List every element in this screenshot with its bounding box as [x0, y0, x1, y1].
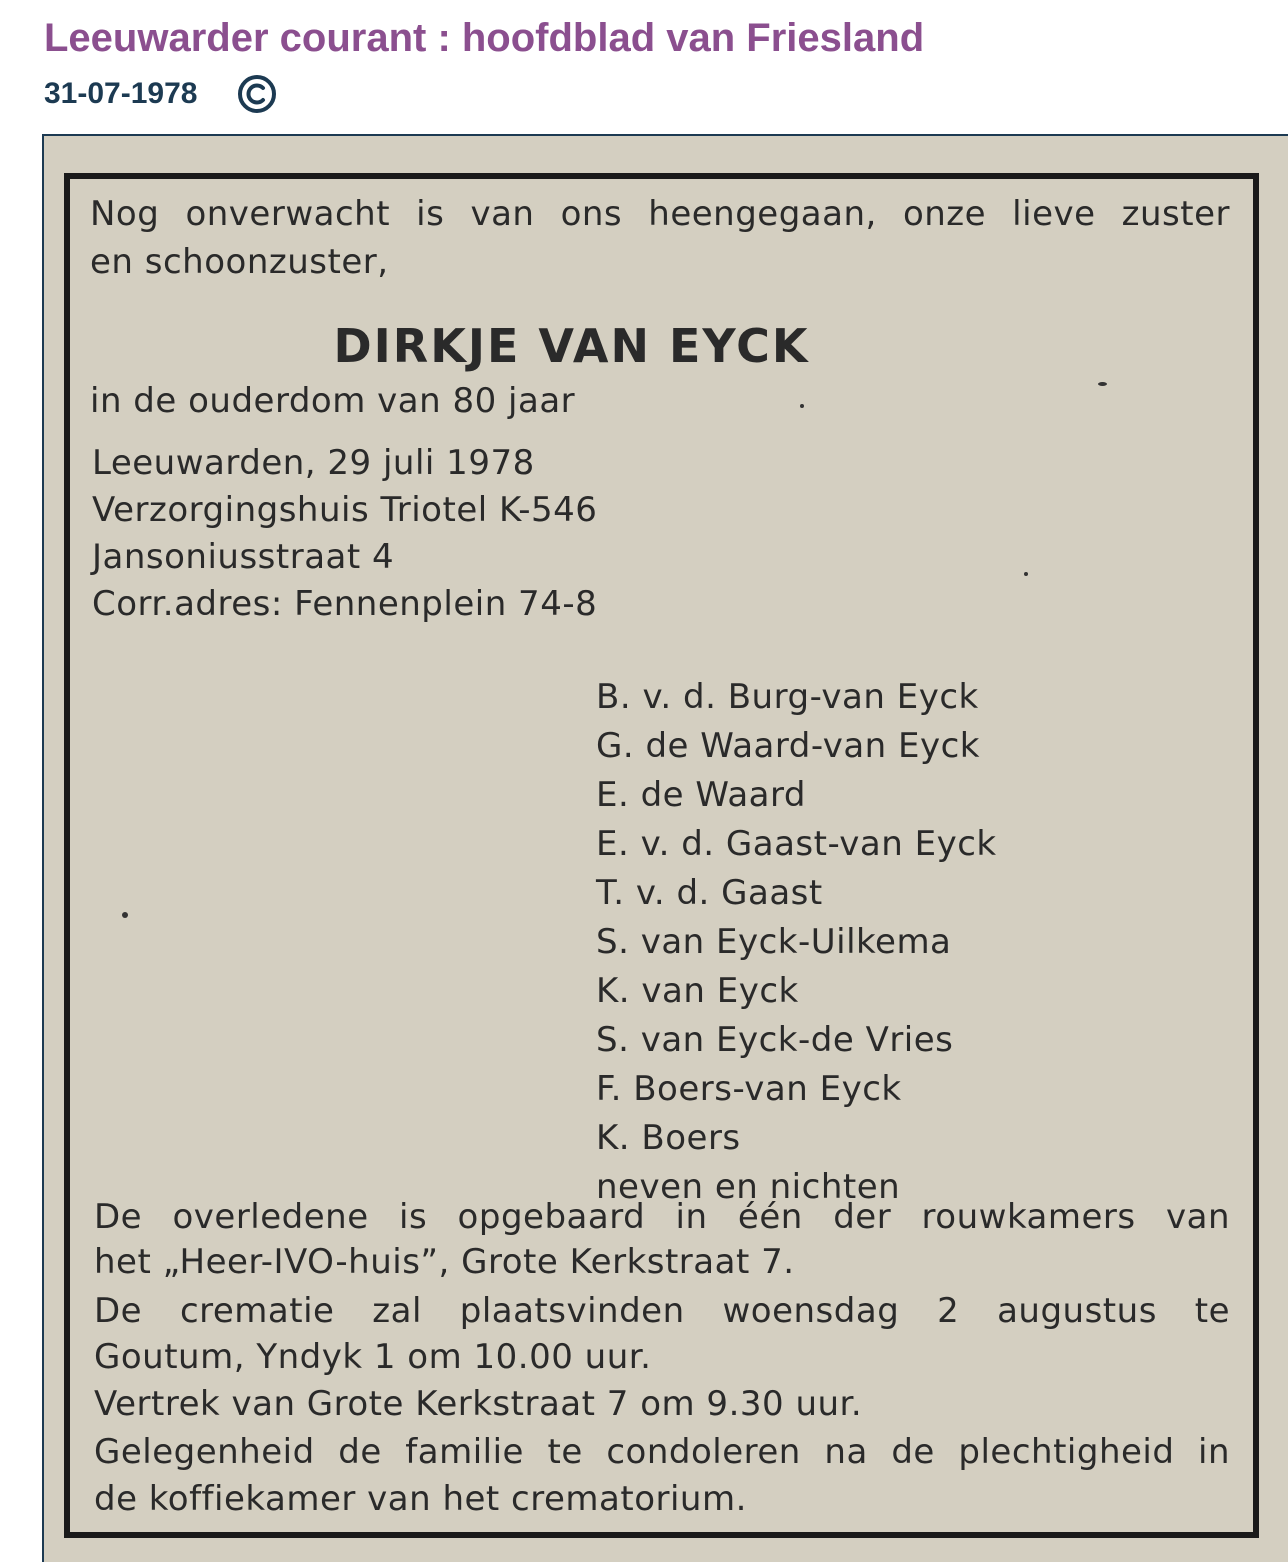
publication-date: 31-07-1978 [44, 77, 198, 110]
relative-name: F. Boers-van Eyck [596, 1069, 902, 1109]
relative-name: K. van Eyck [596, 971, 799, 1011]
relative-name: G. de Waard-van Eyck [596, 726, 980, 766]
address-line: Leeuwarden, 29 juli 1978 [92, 443, 535, 483]
deceased-name: DIRKJE VAN EYCK [333, 319, 810, 373]
closing-line: Vertrek van Grote Kerkstraat 7 om 9.30 uur. [94, 1384, 863, 1424]
address-line: Corr.adres: Fennenplein 74-8 [92, 584, 598, 624]
relative-name: T. v. d. Gaast [596, 873, 823, 913]
closing-line: Goutum, Yndyk 1 om 10.00 uur. [94, 1337, 652, 1377]
relative-name: S. van Eyck-de Vries [596, 1020, 954, 1060]
copyright-icon[interactable] [237, 74, 277, 114]
relative-name: B. v. d. Burg-van Eyck [596, 677, 979, 717]
relative-name: neven en nichten [596, 1167, 901, 1207]
closing-line: het „Heer-IVO-huis”, Grote Kerkstraat 7. [94, 1242, 795, 1282]
relative-name: S. van Eyck-Uilkema [596, 922, 952, 962]
relative-name: E. de Waard [596, 775, 806, 815]
address-line: Verzorgingshuis Triotel K-546 [92, 490, 598, 530]
intro-line-1: Nog onverwacht is van ons heengegaan, onze lieve zuster [90, 194, 1230, 234]
closing-line: De overledene is opgebaard in één der rouwkamers van [94, 1197, 1230, 1237]
relative-name: E. v. d. Gaast-van Eyck [596, 824, 997, 864]
relatives-list [596, 673, 997, 1212]
address-line: Jansoniusstraat 4 [92, 537, 395, 577]
closing-line: Gelegenheid de familie te condoleren na de plechtigheid in [94, 1432, 1230, 1472]
death-notice [64, 173, 1259, 1538]
closing-line: De crematie zal plaatsvinden woensdag 2 augustus te [94, 1291, 1230, 1331]
newspaper-clipping [42, 134, 1288, 1562]
relative-name: K. Boers [596, 1118, 741, 1158]
newspaper-title: Leeuwarder courant : hoofdblad van Friesland [44, 16, 925, 60]
closing-line: de koffiekamer van het crematorium. [94, 1479, 747, 1519]
age-line: in de ouderdom van 80 jaar [90, 381, 576, 421]
intro-line-2: en schoonzuster, [90, 242, 389, 282]
header-date-row [44, 74, 277, 114]
